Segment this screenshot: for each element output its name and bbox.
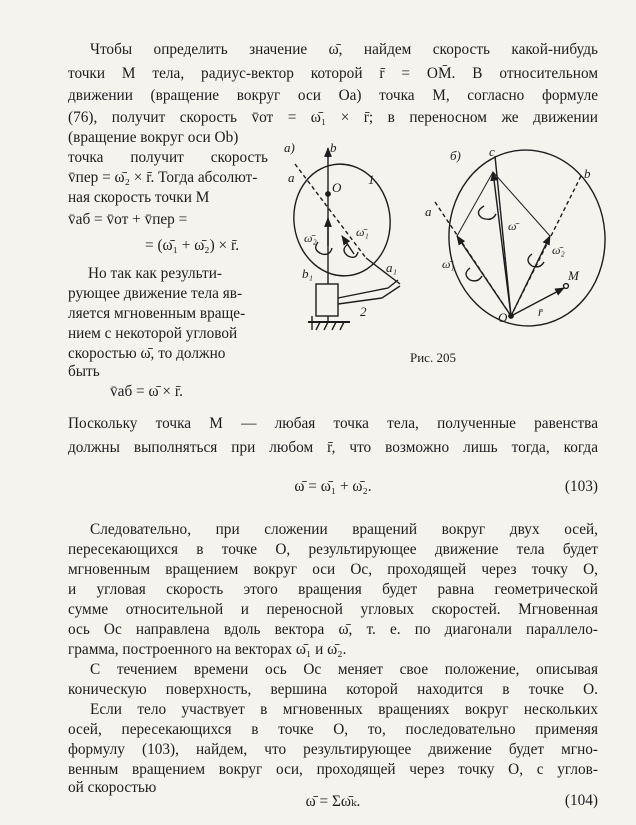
equation-103 bbox=[68, 478, 598, 498]
lc-line-1: точка получит скорость bbox=[68, 149, 268, 166]
p3-line-3: мгновенным вращением вокруг оси Oc, проходящей через точку O, bbox=[68, 561, 598, 578]
label-a1-a: a₁ bbox=[386, 260, 398, 275]
p3-line-7: грамма, построенного на векторах ω̄₁ и ω̄₂. bbox=[68, 641, 347, 658]
label-1-a: 1 bbox=[368, 172, 375, 187]
lc-line-5: = (ω̄₁ + ω̄₂) × r̄. bbox=[145, 237, 240, 254]
p5-line-1: Если тело участвует в мгновенных вращениях вокруг нескольких bbox=[90, 701, 598, 718]
fork-2 bbox=[338, 280, 398, 298]
label-a-b: a bbox=[425, 204, 432, 219]
p4-line-1: С течением времени ось Oc меняет свое положение, описывая bbox=[90, 661, 598, 678]
label-omega1-a: ω̄₁ bbox=[356, 225, 369, 239]
lc-line-12: v̄аб = ω̄ × r̄. bbox=[110, 383, 183, 400]
p5-line-4: венным вращением вокруг оси, проходящей через точку O, с углов- bbox=[68, 761, 598, 778]
eq104-formula: ω̄ = Σω̄ₖ. bbox=[305, 793, 361, 810]
lc-line-2: v̄пер = ω̄₂ × r̄. Тогда абсолют- bbox=[68, 169, 258, 186]
panel-b-label: б) bbox=[450, 148, 461, 163]
lc-line-7: рующее движение тела яв- bbox=[68, 285, 243, 302]
bearing-block bbox=[316, 284, 338, 316]
lc-line-4: v̄аб = v̄от + v̄пер = bbox=[68, 211, 188, 228]
figure-205 bbox=[270, 138, 615, 370]
p5-line-5: ой скоростью bbox=[68, 779, 157, 796]
p3-line-4: и угловая скорость этого вращения будет равна геометрической bbox=[68, 581, 598, 598]
label-r-b: r̄ bbox=[538, 305, 543, 319]
p5-line-2: осей, пересекающихся в точке O, то, последовательно применяя bbox=[68, 721, 598, 738]
label-a-a: a bbox=[288, 170, 295, 185]
label-omega1-b: ω̄₁ bbox=[442, 257, 455, 271]
label-b-a: b bbox=[330, 140, 337, 155]
label-M-b: M bbox=[568, 268, 579, 283]
eq103-number: (103) bbox=[564, 478, 598, 495]
p1-line-5: (вращение вокруг оси Ob) bbox=[68, 129, 239, 146]
p5-line-3: формулу (103), найдем, что результирующее движение будет мгно- bbox=[68, 741, 598, 758]
p2-line-1: Поскольку точка M — любая точка тела, полученные равенства bbox=[68, 415, 598, 432]
label-O-b: O bbox=[498, 310, 508, 325]
equation-104 bbox=[68, 792, 598, 814]
rotation-arrow-b1 bbox=[478, 206, 496, 219]
lc-line-9: нием с некоторой угловой bbox=[68, 325, 238, 342]
p4-line-2: коническую поверхность, вершина которой находится в точке O. bbox=[68, 681, 598, 698]
lc-line-3: ная скорость точки M bbox=[68, 189, 210, 206]
label-omega2-a: ω̄₂ bbox=[304, 231, 317, 245]
label-omega-b: ω̄ bbox=[508, 219, 517, 233]
eq103-formula: ω̄ = ω̄₁ + ω̄₂. bbox=[294, 478, 372, 495]
label-2-a: 2 bbox=[360, 304, 367, 319]
p3-line-6: ось Oc направлена вдоль вектора ω̄, т. е. по диагонали параллело- bbox=[68, 621, 598, 638]
p3-line-5: сумме относительной и переносной угловых скоростей. Мгновенная bbox=[68, 601, 598, 618]
p1-line-1: Чтобы определить значение ω̄, найдем скорость какой-нибудь bbox=[90, 41, 598, 58]
panel-a-label: а) bbox=[284, 140, 295, 155]
label-b-b: b bbox=[584, 166, 591, 181]
label-O-a: O bbox=[332, 180, 342, 195]
lc-line-11: быть bbox=[68, 363, 100, 380]
p1-line-2: точки M тела, радиус-вектор которой r̄ = OM̄. В относительном bbox=[68, 65, 598, 82]
omega2-vector-b bbox=[511, 236, 550, 316]
label-b1-a: b₁ bbox=[302, 266, 314, 281]
p1-line-3: движении (вращение вокруг оси Oa) точка M, согласно формуле bbox=[68, 87, 598, 104]
rotation-arrow-a1 bbox=[316, 242, 332, 254]
p3-line-1: Следовательно, при сложении вращений вокруг двух осей, bbox=[90, 521, 598, 538]
label-c-b: c bbox=[489, 144, 495, 159]
lc-line-8: ляется мгновенным враще- bbox=[68, 305, 246, 322]
p1-line-4: (76), получит скорость v̄от = ω̄₁ × r̄; в переносном же движении bbox=[68, 109, 598, 126]
p3-line-2: пересекающихся в точке O, результирующее движение тела будет bbox=[68, 541, 598, 558]
eq104-number: (104) bbox=[564, 792, 598, 809]
p2-line-2: должны выполняться при любом r̄, что возможно лишь тогда, когда bbox=[68, 439, 598, 456]
figure-caption: Рис. 205 bbox=[410, 350, 456, 365]
lc-line-6: Но так как результи- bbox=[88, 265, 222, 282]
label-omega2-b: ω̄₂ bbox=[552, 243, 565, 257]
lc-line-10: скоростью ω̄, то должно bbox=[68, 345, 226, 362]
body-outline-a bbox=[287, 158, 398, 282]
